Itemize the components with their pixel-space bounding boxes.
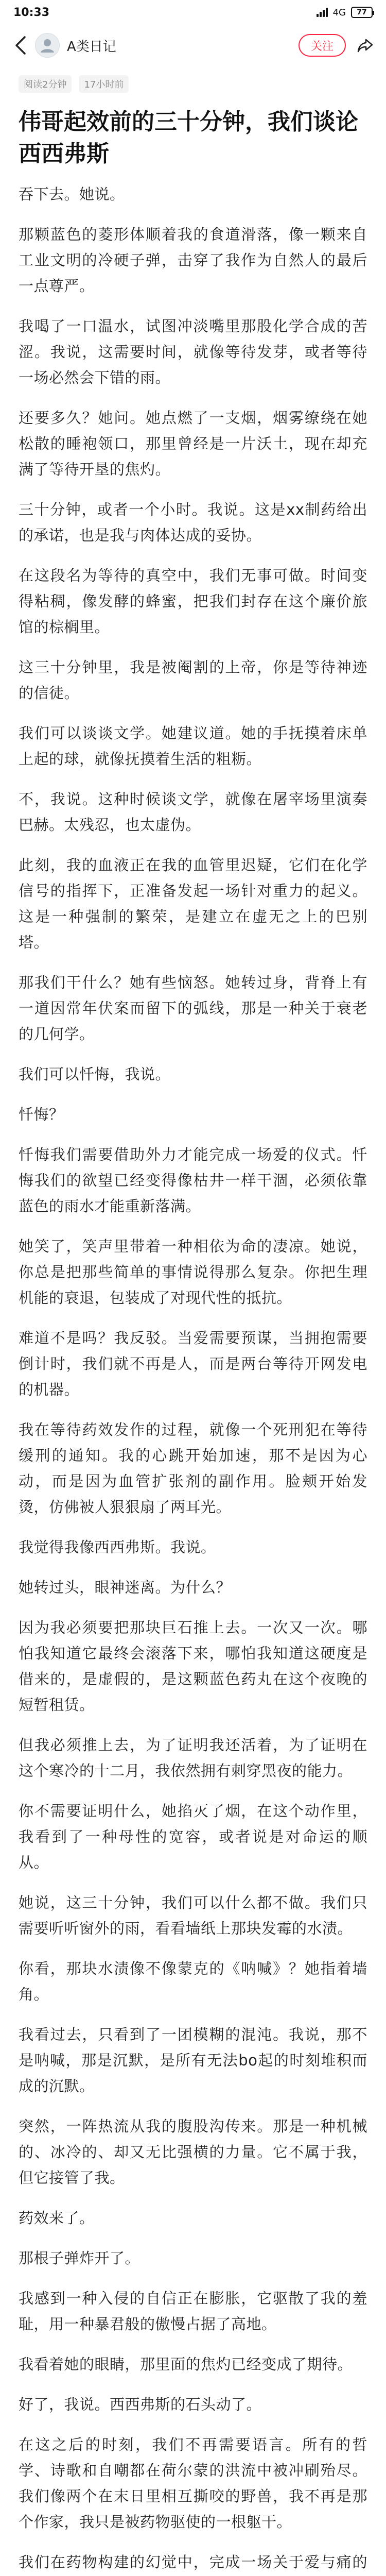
article-body (0, 181, 386, 2576)
signal-icon (317, 8, 328, 17)
article-paragraph: 我觉得我像西西弗斯。我说。 (19, 1538, 216, 1556)
article-paragraph: 我们可以忏悔，我说。 (19, 1065, 171, 1083)
article-paragraph: 但我必须推上去，为了证明我还活着，为了证明在这个寒冷的十二月，我依然拥有刺穿黑夜的能力。 (19, 1736, 367, 1780)
article-paragraph: 难道不是吗？我反驳。当爱需要预谋，当拥抱需要倒计时，我们就不再是人，而是两台等待开网发电的机器。 (19, 1329, 367, 1398)
read-time-badge: 阅读2分钟 (19, 75, 72, 93)
article-paragraph: 在这之后的时刻，我们不再需要语言。所有的哲学、诗歌和自嘲都在荷尔蒙的洪流中被冲刷殆尽。我们像两个在末日里相互撕咬的野兽，我不再是那个作家，我只是被药物驱使的一根躯干。 (19, 2436, 367, 2531)
article-paragraph: 你不需要证明什么，她掐灭了烟，在这个动作里，我看到了一种母性的宽容，或者说是对命运的顺从。 (19, 1802, 367, 1871)
article-paragraph: 她说，这三十分钟，我们可以什么都不做。我们只需要听听窗外的雨，看看墙纸上那块发霉的水渍。 (19, 1894, 367, 1937)
battery-level: 77 (357, 8, 367, 16)
article-paragraph: 她笑了，笑声里带着一种相依为命的凄凉。她说，你总是把那些简单的事情说得那么复杂。你把生理机能的衰退，包装成了对现代性的抵抗。 (19, 1238, 367, 1307)
article-paragraph: 三十分钟，或者一个小时。我说。这是xx制药给出的承诺，也是我与肉体达成的妥协。 (19, 501, 367, 544)
battery-icon (351, 7, 373, 18)
article-paragraph: 我在等待药效发作的过程，就像一个死刑犯在等待缓刑的通知。我的心跳开始加速，那不是因为心动，而是因为血管扩张剂的副作用。脸颊开始发烫，仿佛被人狠狠扇了两耳光。 (19, 1421, 367, 1516)
article-paragraph: 我看着她的眼睛，那里面的焦灼已经变成了期待。 (19, 2355, 353, 2373)
back-arrow-icon[interactable] (10, 35, 31, 56)
follow-button[interactable]: 关注 (299, 34, 346, 57)
article-paragraph: 药效来了。 (19, 2209, 95, 2227)
article-paragraph: 此刻，我的血液正在我的血管里迟疑，它们在化学信号的指挥下，正准备发起一场针对重力的起义。这是一种强制的繁荣，是建立在虚无之上的巴别塔。 (19, 856, 367, 951)
article-paragraph: 我感到一种入侵的自信正在膨胀，它驱散了我的羞耻，用一种暴君般的傲慢占据了高地。 (19, 2290, 367, 2333)
posted-time-badge: 17小时前 (79, 75, 129, 93)
article-meta (0, 66, 386, 93)
article-paragraph: 我看过去，只看到了一团模糊的混沌。我说，那不是呐喊，那是沉默，是所有无法bo起的时刻堆积而成的沉默。 (19, 2026, 367, 2095)
status-icons (317, 7, 373, 18)
article-paragraph: 吞下去。她说。 (19, 185, 125, 203)
article-header (0, 25, 386, 66)
article-paragraph: 忏悔？ (19, 1106, 64, 1123)
status-time: 10:33 (13, 6, 50, 19)
article-paragraph: 她转过头，眼神迷离。为什么？ (19, 1579, 232, 1596)
author-avatar[interactable] (35, 33, 60, 58)
article-paragraph: 因为我必须要把那块巨石推上去。一次又一次。哪怕我知道它最终会滚落下来，哪怕我知道这硬度是借来的，是虚假的，是这颗蓝色药丸在这个夜晚的短暂租赁。 (19, 1619, 367, 1714)
article-paragraph: 这三十分钟里，我是被阉割的上帝，你是等待神迹的信徒。 (19, 658, 367, 702)
article-paragraph: 那颗蓝色的菱形体顺着我的食道滑落，像一颗来自工业文明的冷硬子弹，击穿了我作为自然人的最后一点尊严。 (19, 226, 367, 295)
article-paragraph: 你看，那块水渍像不像蒙克的《呐喊》？她指着墙角。 (19, 1960, 367, 2003)
author-name[interactable]: A类日记 (67, 39, 116, 55)
status-bar (0, 0, 386, 25)
article-paragraph: 在这段名为等待的真空中，我们无事可做。时间变得粘稠，像发酵的蜂蜜，把我们封存在这个廉价旅馆的棕榈里。 (19, 567, 367, 636)
article-title: 伟哥起效前的三十分钟，我们谈论西西弗斯 (19, 109, 358, 167)
article-paragraph: 我喝了一口温水，试图冲淡嘴里那股化学合成的苦涩。我说，这需要时间，就像等待发芽，或者等待一场必然会下错的雨。 (19, 317, 367, 386)
article-paragraph: 突然，一阵热流从我的腹股沟传来。那是一种机械的、冰冷的、却又无比强横的力量。它不属于我，但它接管了我。 (19, 2117, 367, 2187)
network-type: 4G (332, 7, 346, 18)
article-paragraph: 还要多久？她问。她点燃了一支烟，烟雾缭绕在她松散的睡袍领口，那里曾经是一片沃土，现在却充满了等待开垦的焦灼。 (19, 409, 367, 478)
article-paragraph: 我们在药物构建的幻觉中，完成一场关于爱与痛的 (19, 2553, 367, 2571)
article-paragraph: 好了，我说。西西弗斯的石头动了。 (19, 2396, 262, 2413)
article-paragraph: 那我们干什么？她有些恼怒。她转过身，背脊上有一道因常年伏案而留下的弧线，那是一种关于衰老的几何学。 (19, 974, 367, 1043)
article-paragraph: 不，我说。这种时候谈文学，就像在屠宰场里演奏巴赫。太残忍，也太虚伪。 (19, 790, 367, 834)
article-paragraph: 那根子弹炸开了。 (19, 2249, 141, 2267)
article-paragraph: 我们可以谈谈文学。她建议道。她的手抚摸着床单上起的球，就像抚摸着生活的粗粝。 (19, 724, 367, 768)
share-icon[interactable] (355, 35, 376, 56)
article-paragraph: 忏悔我们需要借助外力才能完成一场爱的仪式。忏悔我们的欲望已经变得像枯井一样干涸，必须依靠蓝色的雨水才能重新落满。 (19, 1146, 367, 1215)
